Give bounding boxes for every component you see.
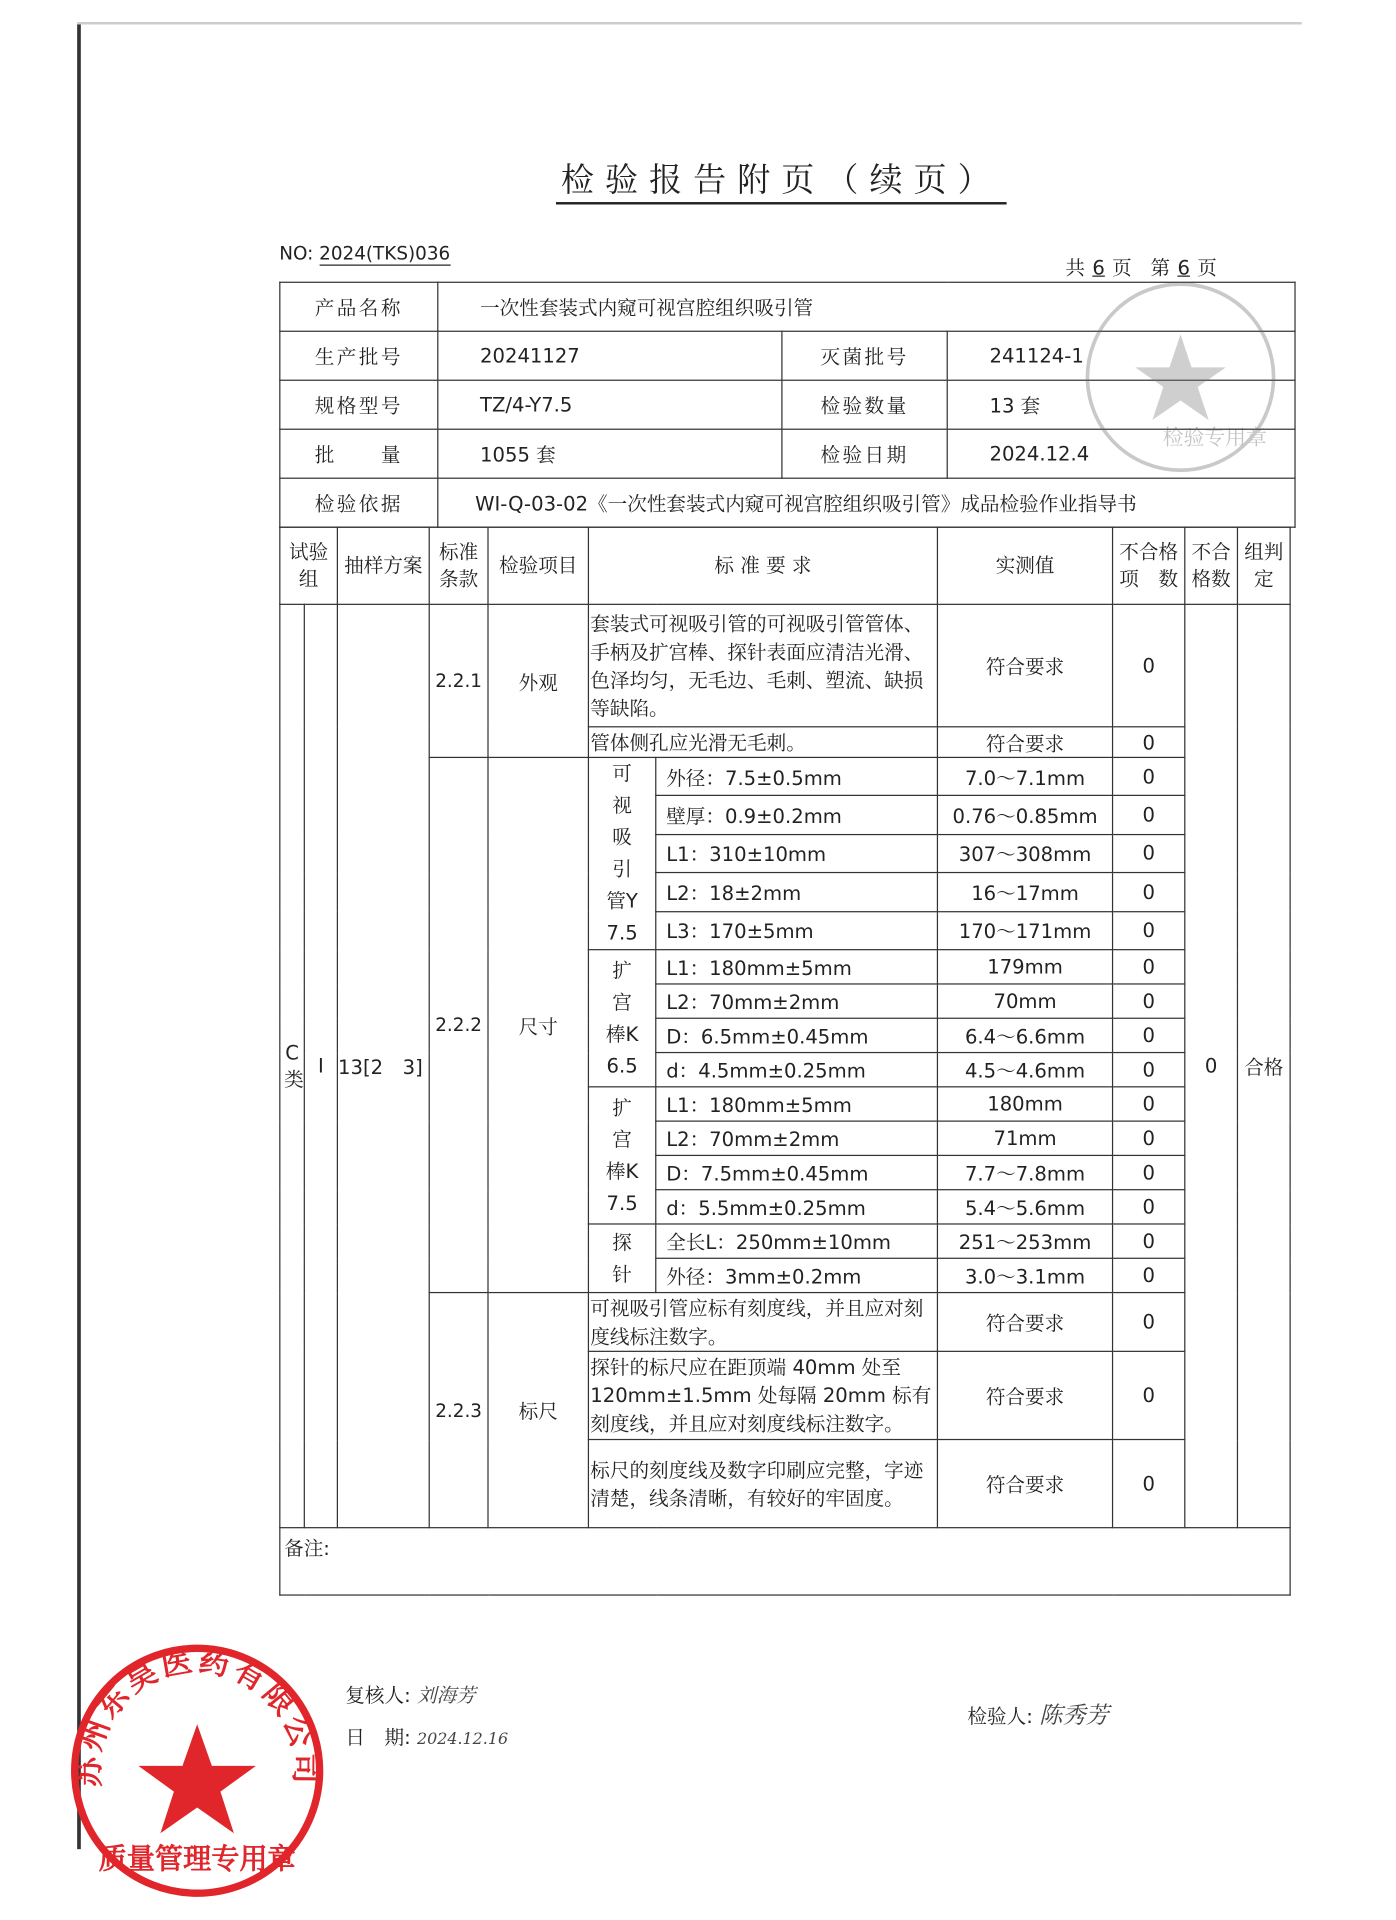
scan-edge-left (77, 24, 81, 1849)
inspector-label: 检验人: (967, 1704, 1033, 1728)
header-fail-count: 不合格数 (1185, 527, 1238, 604)
fail-items-value: 0 (1113, 1087, 1185, 1121)
header-fail-items: 不合格项 数 (1113, 527, 1185, 604)
requirement-text: 外径：7.5±0.5mm (656, 757, 938, 795)
grey-seal-text: 检验专用章 (1162, 425, 1267, 450)
quantity-label: 检验数量 (782, 380, 947, 429)
header-group: 试验组 (280, 527, 338, 604)
title-text: 检验报告附页（续页） (556, 162, 1007, 205)
item-scale: 标尺 (488, 1293, 588, 1528)
measured-value: 3.0～3.1mm (937, 1258, 1112, 1292)
sterile-batch-label: 灭菌批号 (782, 331, 947, 380)
measured-value: 符合要求 (937, 1440, 1112, 1528)
report-number (279, 242, 450, 264)
measured-value: 符合要求 (937, 1351, 1112, 1439)
fail-items-value: 0 (1113, 757, 1185, 795)
product-name-label: 产品名称 (280, 282, 438, 331)
sterile-batch-value: 241124-1 (947, 331, 1295, 380)
review-date-label: 日 期: (345, 1725, 411, 1749)
requirement-text: 套装式可视吸引管的可视吸引管管体、手柄及扩宫棒、探针表面应清洁光滑、色泽均匀，无毛边、毛刺、塑流、缺损等缺陷。 (588, 604, 937, 726)
fail-items-value: 0 (1113, 1440, 1185, 1528)
fail-items-value: 0 (1113, 1293, 1185, 1352)
component-group-label: 可视吸引管Y7.5 (588, 757, 655, 949)
requirement-text: L2：70mm±2mm (656, 1121, 938, 1155)
info-row (280, 478, 1295, 527)
requirement-text: 外径：3mm±0.2mm (656, 1258, 938, 1292)
pages-current: 6 (1177, 255, 1190, 280)
pages-current-prefix: 第 (1150, 255, 1171, 280)
page-title (0, 153, 1396, 201)
component-group-label: 探针 (588, 1224, 655, 1293)
item-appearance: 外观 (488, 604, 588, 757)
header-measured: 实测值 (937, 527, 1112, 604)
reviewer (345, 1680, 475, 1708)
inspection-seal (1068, 279, 1295, 475)
measured-value: 5.4～5.6mm (937, 1190, 1112, 1224)
lot-value: 1055 套 (438, 429, 782, 478)
quality-seal (67, 1641, 327, 1901)
requirement-text: d：4.5mm±0.25mm (656, 1053, 938, 1087)
requirement-text: 管体侧孔应光滑无毛刺。 (588, 727, 937, 758)
pages-word: 页 (1197, 255, 1217, 280)
measured-value: 180mm (937, 1087, 1112, 1121)
clause-2-2-2: 2.2.2 (429, 757, 488, 1292)
basis-label: 检验依据 (280, 478, 438, 527)
measured-value: 4.5～4.6mm (937, 1053, 1112, 1087)
date-value: 2024.12.4 (947, 429, 1295, 478)
requirement-text: D：6.5mm±0.45mm (656, 1018, 938, 1052)
fail-items-value: 0 (1113, 950, 1185, 984)
fail-items-value: 0 (1113, 604, 1185, 726)
fail-items-value: 0 (1113, 796, 1185, 834)
measured-value: 符合要求 (937, 1293, 1112, 1352)
review-date (345, 1722, 508, 1750)
requirement-text: 标尺的刻度线及数字印刷应完整，字迹清楚，线条清晰，有较好的牢固度。 (588, 1440, 937, 1528)
table-row (280, 604, 1290, 726)
batch-label: 生产批号 (280, 331, 438, 380)
requirement-text: 全长L：250mm±10mm (656, 1224, 938, 1258)
item-dimensions: 尺寸 (488, 757, 588, 1292)
measured-value: 0.76～0.85mm (937, 796, 1112, 834)
fail-items-value: 0 (1113, 1351, 1185, 1439)
measured-value: 7.0～7.1mm (937, 757, 1112, 795)
measured-value: 307～308mm (937, 834, 1112, 872)
fail-items-value: 0 (1113, 1190, 1185, 1224)
inspector-signature: 陈秀芳 (1039, 1702, 1109, 1730)
inspector (967, 1697, 1108, 1730)
component-group-label: 扩宫棒K6.5 (588, 950, 655, 1087)
remarks-row (280, 1528, 1290, 1595)
measured-value: 16～17mm (937, 873, 1112, 911)
requirement-text: 可视吸引管应标有刻度线，并且应对刻度线标注数字。 (588, 1293, 937, 1352)
lot-label: 批 量 (280, 429, 438, 478)
batch-value: 20241127 (438, 331, 782, 380)
fail-items-value: 0 (1113, 911, 1185, 949)
requirement-text: D：7.5mm±0.45mm (656, 1155, 938, 1189)
reviewer-signature: 刘海芳 (416, 1683, 476, 1708)
red-seal-purpose: 质量管理专用章 (98, 1842, 296, 1876)
model-value: TZ/4-Y7.5 (438, 380, 782, 429)
requirement-text: L3：170±5mm (656, 911, 938, 949)
header-item: 检验项目 (488, 527, 588, 604)
pages-word: 页 (1112, 255, 1132, 280)
fail-items-value: 0 (1113, 873, 1185, 911)
measured-value: 179mm (937, 950, 1112, 984)
report-number-label: NO: (279, 242, 314, 265)
fail-items-value: 0 (1113, 1018, 1185, 1052)
basis-value: WI-Q-03-02《一次性套装式内窥可视宫腔组织吸引管》成品检验作业指导书 (438, 478, 1295, 527)
group-judgement: 合格 (1237, 604, 1290, 1527)
header-requirement: 标 准 要 求 (588, 527, 937, 604)
fail-items-value: 0 (1113, 1121, 1185, 1155)
measured-value: 符合要求 (937, 727, 1112, 758)
quantity-value: 13 套 (947, 380, 1295, 429)
group-level: Ⅰ (304, 604, 337, 1527)
requirement-text: L1：180mm±5mm (656, 1087, 938, 1121)
requirement-text: 壁厚：0.9±0.2mm (656, 796, 938, 834)
clause-2-2-3: 2.2.3 (429, 1293, 488, 1528)
fail-items-value: 0 (1113, 1258, 1185, 1292)
fail-items-value: 0 (1113, 834, 1185, 872)
sampling-plan: 13[2 3] (337, 604, 429, 1527)
review-date-value: 2024.12.16 (416, 1730, 509, 1749)
pages-total: 6 (1092, 255, 1105, 280)
fail-items-value: 0 (1113, 984, 1185, 1018)
measured-value: 251～253mm (937, 1224, 1112, 1258)
table-body (280, 604, 1290, 1527)
header-clause: 标准条款 (429, 527, 488, 604)
requirement-text: L1：310±10mm (656, 834, 938, 872)
fail-items-value: 0 (1113, 1224, 1185, 1258)
inspection-table (279, 527, 1291, 1596)
measured-value: 71mm (937, 1121, 1112, 1155)
measured-value: 符合要求 (937, 604, 1112, 726)
measured-value: 7.7～7.8mm (937, 1155, 1112, 1189)
report-number-value: 2024(TKS)036 (319, 242, 451, 265)
pages-total-prefix: 共 (1065, 255, 1086, 280)
table-row (280, 1293, 1290, 1352)
requirement-text: L2：70mm±2mm (656, 984, 938, 1018)
header-row (280, 527, 1290, 604)
date-label: 检验日期 (782, 429, 947, 478)
requirement-text: L2：18±2mm (656, 873, 938, 911)
scan-edge-top (77, 22, 1302, 24)
page-counter (1065, 252, 1216, 280)
requirement-text: 探针的标尺应在距顶端 40mm 处至120mm±1.5mm 处每隔 20mm 标有刻度线，并且应对刻度线标注数字。 (588, 1351, 937, 1439)
header-sampling: 抽样方案 (337, 527, 429, 604)
product-name: 一次性套装式内窥可视宫腔组织吸引管 (438, 282, 1295, 331)
measured-value: 170～171mm (937, 911, 1112, 949)
model-label: 规格型号 (280, 380, 438, 429)
reviewer-label: 复核人: (345, 1683, 411, 1708)
red-seal-company: 苏州东昊医药有限公司 (72, 1643, 323, 1788)
clause-2-2-1: 2.2.1 (429, 604, 488, 757)
fail-items-value: 0 (1113, 727, 1185, 758)
fail-count-value: 0 (1185, 604, 1238, 1527)
measured-value: 6.4～6.6mm (937, 1018, 1112, 1052)
remarks-label: 备注: (280, 1528, 1290, 1595)
group-class: C类 (280, 604, 304, 1527)
table-row (280, 757, 1290, 795)
requirement-text: d：5.5mm±0.25mm (656, 1190, 938, 1224)
header-judgement: 组判定 (1237, 527, 1290, 604)
fail-items-value: 0 (1113, 1155, 1185, 1189)
measured-value: 70mm (937, 984, 1112, 1018)
requirement-text: L1：180mm±5mm (656, 950, 938, 984)
component-group-label: 扩宫棒K7.5 (588, 1087, 655, 1224)
fail-items-value: 0 (1113, 1053, 1185, 1087)
